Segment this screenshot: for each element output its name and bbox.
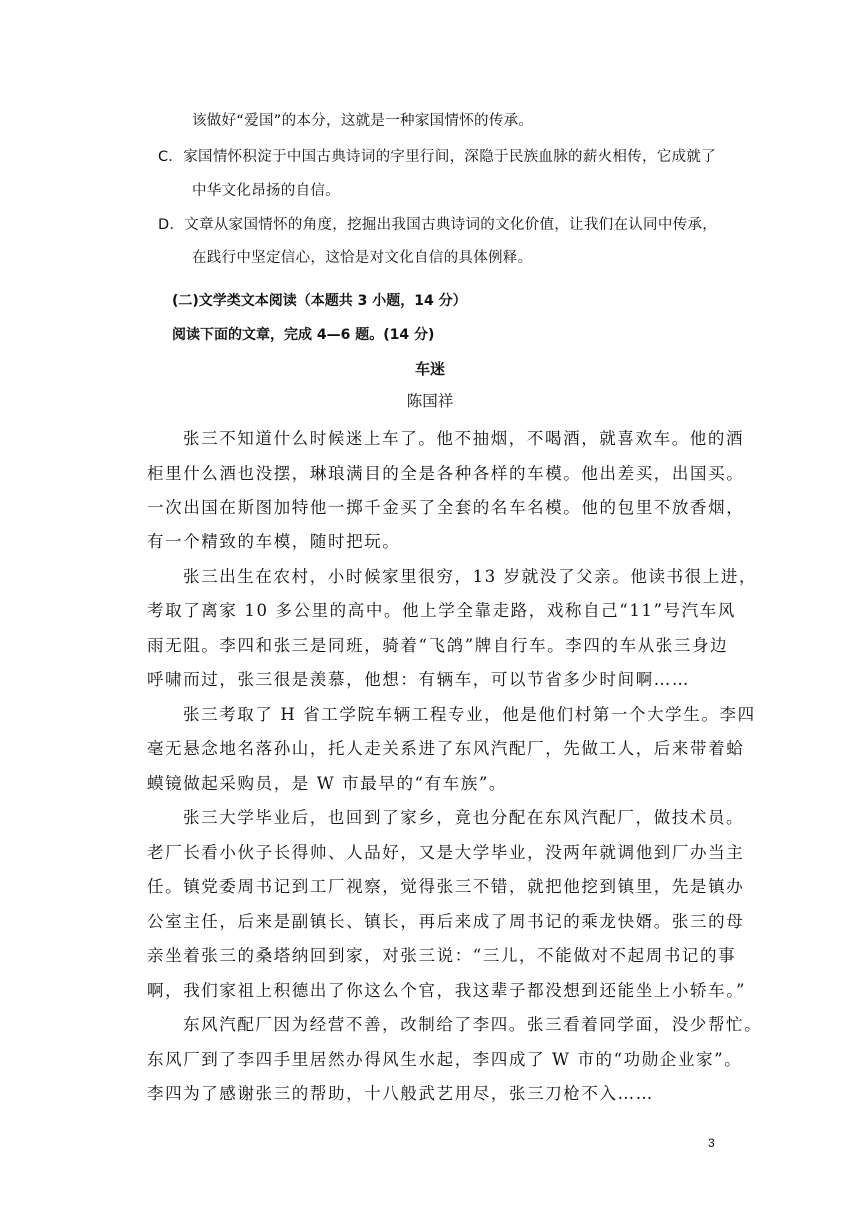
story-line: 东风厂到了李四手里居然办得风生水起，李四成了 W 市的“功勋企业家”。 [147, 1050, 743, 1069]
story-line: 张三大学毕业后，也回到了家乡，竟也分配在东风汽配厂，做技术员。 [183, 808, 745, 827]
story-author: 陈国祥 [406, 392, 454, 410]
story-line: 考取了离家 10 多公里的高中。他上学全靠走路，戏称自己“11”号汽车风 [147, 601, 736, 620]
story-line: 蟆镜做起采购员，是 W 市最早的“有车族”。 [147, 774, 508, 793]
section-instruction: 阅读下面的文章，完成 4—6 题。(14 分) [172, 327, 435, 343]
story-line: 毫无悬念地名落孙山，托人走关系进了东风汽配厂，先做工人，后来带着蛤 [147, 739, 745, 758]
section-heading: (二)文学类文本阅读（本题共 3 小题，14 分） [172, 293, 467, 309]
story-line: 呼啸而过，张三很是羡慕，他想：有辆车，可以节省多少时间啊…… [147, 670, 690, 689]
story-line: 张三出生在农村，小时候家里很穷，13 岁就没了父亲。他读书很上进， [183, 567, 758, 586]
story-line: 啊，我们家祖上积德出了你这么个官，我这辈子都没想到还能坐上小轿车。” [147, 981, 747, 1000]
story-line: 任。镇党委周书记到工厂视察，觉得张三不错，就把他挖到镇里，先是镇办 [147, 877, 745, 896]
story-line: 李四为了感谢张三的帮助，十八般武艺用尽，张三刀枪不入…… [147, 1084, 654, 1103]
story-line: 柜里什么酒也没摆，琳琅满目的全是各种各样的车模。他出差买，出国买。 [147, 464, 745, 483]
story-title: 车迷 [414, 360, 445, 378]
story-line: 张三考取了 H 省工学院车辆工程专业，他是他们村第一个大学生。李四 [183, 705, 756, 724]
story-line: 张三不知道什么时候迷上车了。他不抽烟，不喝酒，就喜欢车。他的酒 [183, 429, 745, 448]
option-c-line-1: C．家国情怀积淀于中国古典诗词的字里行间，深隐于民族血脉的薪火相传，它成就了 [158, 149, 717, 165]
option-d-line-1: D．文章从家国情怀的角度，挖掘出我国古典诗词的文化价值，让我们在认同中传承， [158, 217, 718, 233]
story-line: 公室主任，后来是副镇长、镇长，再后来成了周书记的乘龙快婿。张三的母 [147, 912, 745, 931]
story-line: 老厂长看小伙子长得帅、人品好，又是大学毕业，没两年就调他到厂办当主 [147, 843, 745, 862]
story-line: 一次出国在斯图加特他一掷千金买了全套的名车名模。他的包里不放香烟， [147, 498, 745, 517]
story-line: 有一个精致的车模，随时把玩。 [147, 532, 401, 551]
option-c-line-2: 中华文化昂扬的自信。 [192, 183, 340, 199]
story-line: 雨无阻。李四和张三是同班，骑着“飞鸽”牌自行车。李四的车从张三身边 [147, 636, 729, 655]
page-number: 3 [708, 1136, 715, 1150]
story-line: 亲坐着张三的桑塔纳回到家，对张三说：“三儿，不能做对不起周书记的事 [147, 946, 737, 965]
story-line: 东风汽配厂因为经营不善，改制给了李四。张三看着同学面，没少帮忙。 [183, 1015, 763, 1034]
option-b-continuation: 该做好“爱国”的本分，这就是一种家国情怀的传承。 [192, 113, 534, 129]
option-d-line-2: 在践行中坚定信心，这恰是对文化自信的具体例释。 [192, 250, 533, 266]
